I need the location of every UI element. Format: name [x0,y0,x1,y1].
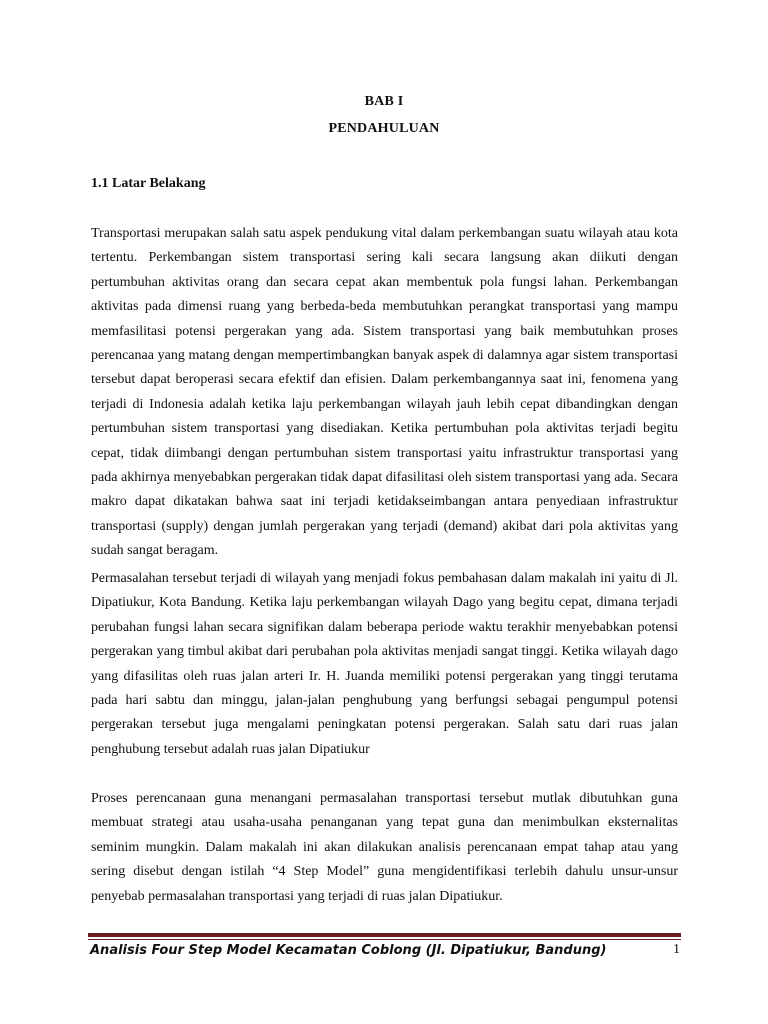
footer-rule-thin [88,939,681,940]
paragraph-2: Permasalahan tersebut terjadi di wilayah yang menjadi fokus pembahasan dalam makalah ini yaitu di Jl. Dipatiukur, Kota Bandung. Ketika laju perkembangan wilayah Dago yang begitu cepat, dimana terjadi perubahan fungsi lahan secara signifikan dalam beberapa periode waktu terakhir menyebabkan potensi pergerakan yang timbul akibat dari perubahan pola aktivitas menjadi sangat tinggi. Ketika wilayah dago yang difasilitas oleh ruas jalan arteri Ir. H. Juanda memiliki potensi pergerakan yang tinggi terutama pada hari sabtu dan minggu, jalan-jalan penghubung yang berfungsi sebagai pengumpul potensi pergerakan tersebut juga mengalami peningkatan potensi pergerakan. Salah satu dari ruas jalan penghubung tersebut adalah ruas jalan Dipatiukur [91,571,678,757]
footer-rule-thick [88,933,681,937]
footer-title: Analisis Four Step Model Kecamatan Coblong (Jl. Dipatiukur, Bandung) [90,943,607,958]
paragraph-1: Transportasi merupakan salah satu aspek pendukung vital dalam perkembangan suatu wilayah atau kota tertentu. Perkembangan sistem transportasi sering kali secara langsung akan diikuti dengan pertumbuhan aktivitas orang dan secara cepat akan membentuk pola fungsi lahan. Perkembangan aktivitas pada dimensi ruang yang berbeda-beda membutuhkan perangkat transportasi yang mampu memfasilitasi potensi pergerakan yang ada. Sistem transportasi yang baik membutuhkan proses perencanaa yang matang dengan mempertimbangkan banyak aspek di dalamnya agar sistem transportasi tersebut dapat beroperasi secara efektif dan efisien. Dalam perkembangannya saat ini, fenomena yang terjadi di Indonesia adalah ketika laju perkembangan wilayah jauh lebih cepat dibandingkan dengan pertumbuhan sistem transportasi yang disediakan. Ketika pertumbuhan pola aktivitas terjadi begitu cepat, tidak diimbangi dengan pertumbuhan sistem transportasi yaitu infrastruktur transportasi yang pada akhirnya menyebabkan pergerakan tidak dapat difasilitasi oleh sistem transportasi yang ada. Secara makro dapat dikatakan bahwa saat ini terjadi ketidakseimbangan antara penyediaan infrastruktur transportasi (supply) dengan jumlah pergerakan yang terjadi (demand) akibat dari pola aktivitas yang sudah sangat beragam. [91,226,678,559]
page-number: 1 [673,942,680,957]
chapter-number: BAB I [364,94,404,109]
section-title: 1.1 Latar Belakang [91,176,206,191]
paragraph-3: Proses perencanaan guna menangani permasalahan transportasi tersebut mutlak dibutuhkan guna membuat strategi atau usaha-usaha penanganan yang tepat guna dan menimbulkan eksternalitas seminim mungkin. Dalam makalah ini akan dilakukan analisis perencanaan empat tahap atau yang sering disebut dengan istilah “4 Step Model” guna mengidentifikasi terlebih dahulu unsur-unsur penyebab permasalahan transportasi yang terjadi di ruas jalan Dipatiukur. [91,791,678,904]
chapter-title: PENDAHULUAN [328,121,440,136]
